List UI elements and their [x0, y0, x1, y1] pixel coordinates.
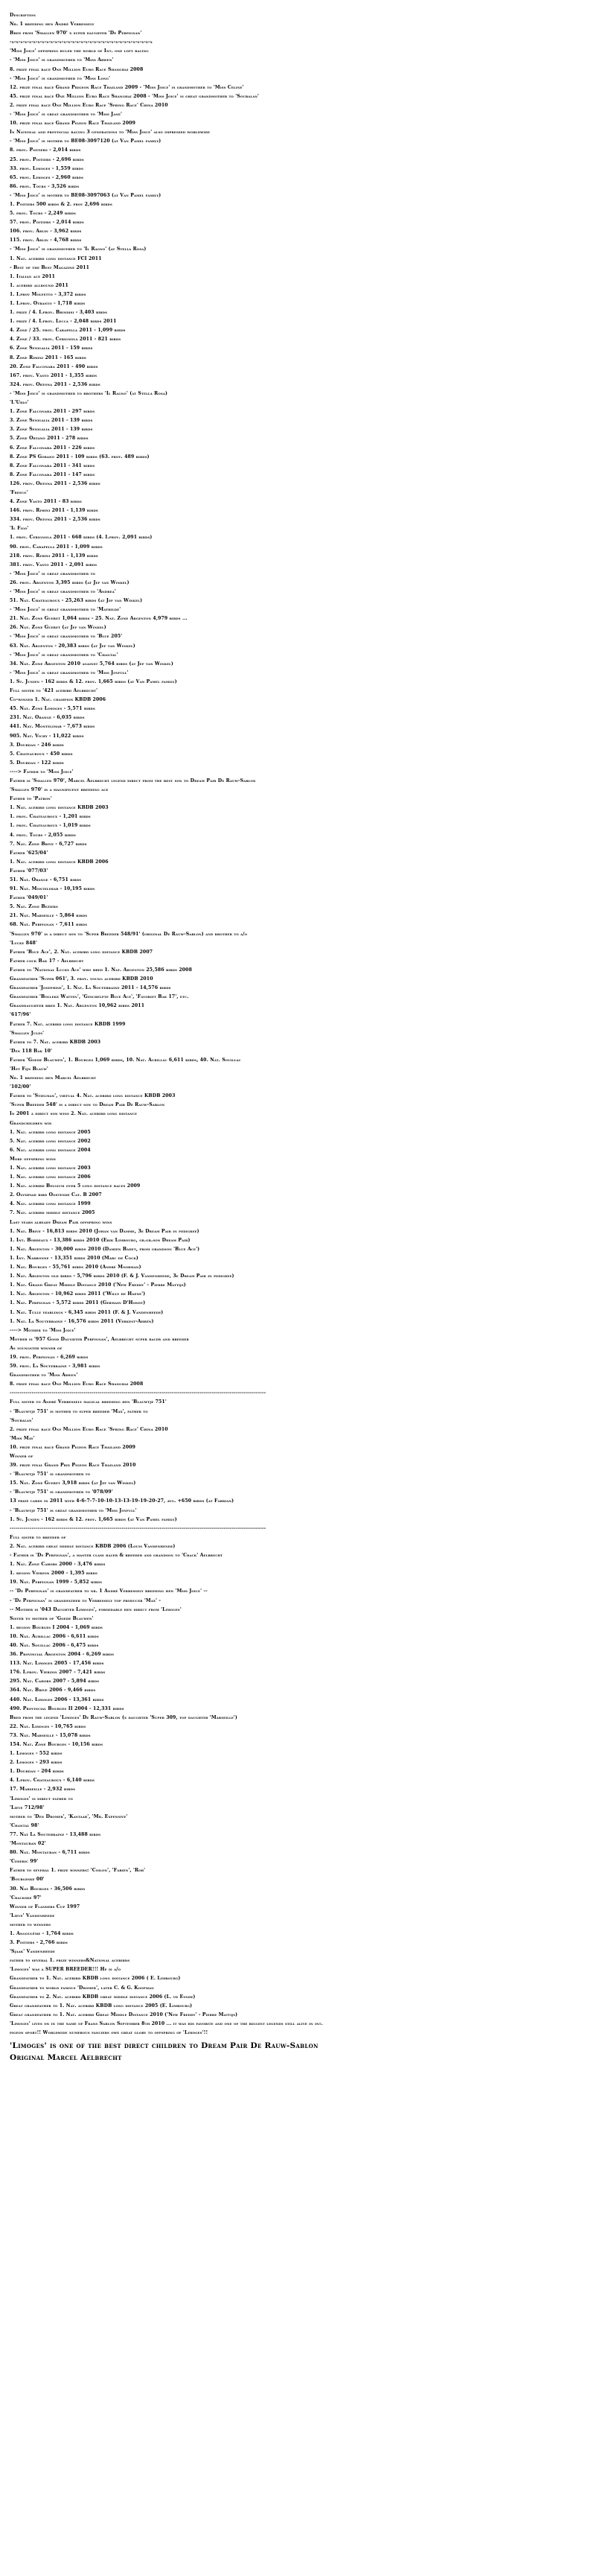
- description-line: Father 7. Nat. acebird long distance KBDB 1999: [10, 1020, 126, 1027]
- description-line: - 'Miss Joice' is great grandmother to 'Chantal': [10, 651, 118, 658]
- description-line: 5. Dourdan - 122 birds: [10, 759, 64, 766]
- description-line: 2. prize final race One Million Euro Race 'Spring Race' China 2010: [10, 1425, 168, 1432]
- description-line: Mother is '957 Good Daughter Perpignan', Aelbrecht super racer and breeder: [10, 1335, 189, 1342]
- description-line: Father '077/03': [10, 867, 48, 874]
- description-line: 1. Nat. Zone Cahors 2000 - 3,476 birds: [10, 1561, 106, 1568]
- description-line: 1. Nat. acebird long distance 2003: [10, 1165, 91, 1171]
- description-line: - 'Miss Joice' is great grandmother to: [10, 570, 95, 576]
- description-line: 63. Nat. Argenton - 20,383 birds (at Jef van Winkel): [10, 642, 135, 649]
- description-line: ----> Father to 'Miss Joice': [10, 768, 74, 775]
- description-line: 1. prize / 4. I.prov. Brindisi - 3,403 birds: [10, 309, 108, 316]
- description-line: 1. prize / 4. I.prov. Lecca - 2,048 birds 2011: [10, 318, 117, 325]
- description-line: 59. prov. La Souterraine - 3,981 birds: [10, 1363, 100, 1370]
- description-line: 36. Provincial Argenton 2004 - 6,269 birds: [10, 1651, 114, 1658]
- description-line: 1. region Bourges I 2004 - 1,069 birds: [10, 1623, 103, 1630]
- description-line: Nr. 1 breeding hen Marcel Aelbrecht: [10, 1075, 97, 1081]
- description-line: Father to 7. Nat. acebird KBDB 2003: [10, 1038, 101, 1045]
- description-line: Grandfather to 1. Nat. acebird KBDB long distance 2006 ( E. Limbourg): [10, 1975, 181, 1982]
- description-line: 10. prize final race Grand Pigeon Race Thailand 2009: [10, 1443, 136, 1450]
- description-line: --------------------------------------------------------------------------------------------------------------------------------: [10, 1524, 266, 1531]
- description-line: ----> Mother to 'Miss Joice': [10, 1326, 76, 1333]
- description-line: Bred from 'Smallen 970' x super daughter 'De Perpignan': [10, 30, 142, 36]
- description-line: 73. Nat. Marseille - 15,078 birds: [10, 1731, 91, 1738]
- description-line: 21. Nat. Zone Gueret 1,064 birds - 25. Nat. Zone Argenton 4,979 birds ...: [10, 615, 188, 622]
- description-line: 26. prov. Argenton 3,395 birds (at Jef van Winkel): [10, 579, 129, 585]
- description-line: 'Lucky 848': [10, 939, 37, 946]
- description-line: 440. Nat. Limoges 2006 - 13,361 birds: [10, 1696, 104, 1702]
- description-line: 'Miss Joice' offspring ruled the world of Int. one loft racing: [10, 48, 149, 54]
- description-line: 39. prize final Grand Prix Pigeon Race Thailand 2010: [10, 1462, 136, 1469]
- description-line: 1. Nat. Argenton old birds - 5,796 birds 2010 (F. & J. Vandenheede, 3e Dream Pair in pedigree): [10, 1273, 234, 1279]
- description-line: 34. Nat. Zone Argenton 2010 against 5,764 birds (at Jef van Winkel): [10, 660, 173, 667]
- description-line: 4. Zone Vasto 2011 - 83 birds: [10, 498, 82, 505]
- description-line: 1. Nat. La Souterraine - 16,576 birds 2011 (Verkest-Ahrén): [10, 1317, 154, 1324]
- description-line: 8. Zone Rimini 2011 - 165 birds: [10, 354, 86, 360]
- description-line: - 'Miss Joice' is grandmother to 'Il Ragno' (at Stella Rosa): [10, 246, 147, 252]
- description-line: 115. prov. Arlin - 4,768 birds: [10, 237, 82, 244]
- description-line: 'Limoges' was a SUPER BREEDER!!! He is a/o: [10, 1966, 121, 1973]
- description-line: - 'Miss Joice' is great grandmother to 'Blue 205': [10, 633, 123, 640]
- description-line: 'Lieve 712/98': [10, 1804, 45, 1810]
- description-line: 1. Italian ace 2011: [10, 273, 56, 279]
- description-line: 'Den 118 Bak 10': [10, 1047, 53, 1054]
- description-line: - 'Miss Joice' is mother to BE08-3097120 (at Van Pamel family): [10, 138, 161, 144]
- description-line: 4. prov. Tours - 2,055 birds: [10, 831, 76, 838]
- description-line: 'Smallen 970' is a magnificent breeding ace: [10, 786, 109, 793]
- description-line: 'Cederic 99': [10, 1858, 39, 1865]
- description-line: 324. prov. Ortona 2011 - 2,536 birds: [10, 381, 100, 387]
- description-line: - 'Miss Joice' is great grandmother to 'Miss Jane': [10, 111, 123, 118]
- description-line: 5. Zone Ortano 2011 - 278 birds: [10, 435, 89, 442]
- description-line: Last years already Dream Pair offspring wins: [10, 1218, 112, 1225]
- description-line: 4. Zone / 33. prov. Cerignola 2011 - 821 birds: [10, 336, 121, 343]
- description-line: 6. Nat. acebird long distance 2004: [10, 1146, 91, 1153]
- description-line: Father to several 1. prize winners: 'Coilon', 'Fabien', 'Rob': [10, 1867, 146, 1874]
- description-line: 3. Poitiers - 2,766 birds: [10, 1939, 68, 1946]
- description-line: 21. Nat. Marseille - 5,864 birds: [10, 912, 88, 919]
- description-line: 77. Nat La Souterraine - 13,488 birds: [10, 1831, 101, 1837]
- description-line: 'Limoges' lives on in the name of Frans Sablon September 8th 2010 ... it was his favorite and one of the biggest legends still alive in int.: [10, 2020, 323, 2026]
- description-line: - 'Miss Joice' is great grandmother to 'Miss Joyfull': [10, 669, 129, 675]
- description-line: 13 prize cards in 2011 with 4-6-7-7-10-10-13-13-19-19-20-27, avg. +650 birds (at Fabrian): [10, 1498, 234, 1504]
- description-line: 'Het Fijn Blauw': [10, 1065, 48, 1072]
- description-line: 1. Dourdan - 204 birds: [10, 1768, 64, 1775]
- description-line: 5. Nat. Zone Beziers: [10, 903, 58, 910]
- description-line: Nr. 1 breeding hen André Verbessely: [10, 21, 95, 28]
- description-line: 'Super Breeder 548' is a direct son to Dream Pair De Rauw-Sablon: [10, 1101, 165, 1108]
- description-line: Full sister to André Verbessely magical breeding hen 'Blauwtje 751': [10, 1399, 167, 1405]
- description-line: 1. Nat. Argenton - 30,000 birds 2010 (Damien Badet, from grandson 'Blue Ace'): [10, 1245, 200, 1252]
- description-line: - 'Blauwtje 751' is grandmother to: [10, 1471, 91, 1478]
- description-line: 'Limoges' is direct father to: [10, 1795, 73, 1801]
- description-line: 40. Nat. Souillac 2006 - 6,475 birds: [10, 1641, 99, 1648]
- description-line: As youngster winner of: [10, 1344, 63, 1351]
- description-line: Grandfather 'Josephine', 1. Nat. La Souterraine 2011 - 14,576 birds: [10, 985, 171, 991]
- description-line: 6. Zone Falconara 2011 - 226 birds: [10, 444, 95, 451]
- description-line: 1. Angoulême - 1,764 birds: [10, 1930, 74, 1936]
- description-line: Father to 'Stielman', virtual 4. Nat. acebird long distance KBDB 2003: [10, 1093, 176, 1099]
- description-line: 80. Nat. Montauban - 6,711 birds: [10, 1849, 90, 1856]
- description-line: 1. region Vierzon 2000 - 1,395 birds: [10, 1570, 97, 1577]
- description-line: 218. prov. Rimini 2011 - 1,139 birds: [10, 552, 98, 559]
- description-line: 57. prov. Poitiers - 2,014 birds: [10, 219, 84, 226]
- description-line: 1. acebird allround 2011: [10, 282, 68, 288]
- description-line: - Best of the Best Magazine 2011: [10, 264, 90, 270]
- description-line: 'Lieve' Vandenheede: [10, 1912, 55, 1918]
- description-line: - 'Miss Joice' is grandmother to 'Miss Arwen': [10, 57, 114, 63]
- description-line: 4. I.prov. Chateauroux - 6,140 birds: [10, 1777, 95, 1784]
- description-line: 4. Zone / 25. prov. Carapella 2011 - 1,099 birds: [10, 327, 126, 334]
- description-line: Bred from the legend 'Limoges' De Rauw-Sablon (x daughter 'Super 309, top daughter 'Marseille'): [10, 1714, 237, 1720]
- description-line: 51. Nat. Orange - 6,751 birds: [10, 877, 82, 882]
- description-line: 1. I.prov Molfetto - 3,372 birds: [10, 290, 86, 297]
- description-line: 1. Int. Narbonne - 13,351 birds 2010 (Marc de Cock): [10, 1254, 138, 1261]
- description-line: 1. prov. Chateauroux - 1,201 birds: [10, 813, 91, 820]
- description-line: 7. Nat. acebird middle distance 2005: [10, 1209, 95, 1216]
- description-line: 19. prov. Perpignan - 6,269 birds: [10, 1353, 89, 1360]
- description-line: Father 'Goede Blauwen', 1. Bourges 1,069 birds, 10. Nat. Aurillac 6,611 birds, 40. Nat. Souillac: [10, 1056, 241, 1063]
- description-line: 154. Nat. Zone Bourges - 10,156 birds: [10, 1741, 103, 1747]
- description-line: 86. prov. Tours - 3,526 birds: [10, 182, 80, 189]
- description-line: 1. Nat. acebird long distance KBDB 2006: [10, 858, 109, 865]
- description-line: 19. Nat. Perpignan 1999 - 5,852 birds: [10, 1579, 103, 1586]
- description-line: 90. prov. Carapella 2011 - 1,099 birds: [10, 543, 103, 550]
- description-line: 381. prov. Vasto 2011 - 2,091 birds: [10, 561, 97, 567]
- description-line: 22. Nat. Limoges - 10,765 birds: [10, 1723, 86, 1729]
- description-line: 'Montauban 02': [10, 1840, 46, 1847]
- description-line: 17. Marseille - 2,932 birds: [10, 1786, 75, 1793]
- description-line: - 'Blauwtje 751' is grandmother to '078/09': [10, 1489, 113, 1495]
- description-line: Granddaughter bred 1. Nat. Argenton 10,962 birds 2011: [10, 1002, 145, 1009]
- footer-headline: 'Limoges' is one of the best direct children to Dream Pair De Rauw-Sablon: [10, 2041, 319, 2051]
- description-line: 295. Nat. Cahors 2007 - 5,894 birds: [10, 1678, 100, 1685]
- description-line: Sister to mother of 'Goede Blauwen': [10, 1615, 94, 1621]
- description-line: 8. prov. Poitiers - 2,014 birds: [10, 147, 81, 153]
- description-line: Winner of Flanders Cup 1997: [10, 1903, 80, 1909]
- description-line: 490. Provincial Bourges II 2004 - 12,331 birds: [10, 1705, 124, 1711]
- description-line: pigeon sport!! Worldwide numerous fanciers owe great glory to offspring of 'Limoges'!!: [10, 2029, 208, 2035]
- description-heading: Description: [10, 12, 36, 18]
- description-line: 'Miss May': [10, 1434, 35, 1441]
- description-line: 'Fresco': [10, 489, 28, 495]
- description-line: 1. Nat. acebird long distance FCI 2011: [10, 255, 102, 261]
- description-line: 1. Nat. Perpignan - 5,572 birds 2011 (Germain D'Hondt): [10, 1300, 146, 1306]
- description-line: 1. I.prov. Otranto - 1,718 birds: [10, 300, 86, 306]
- description-line: Grandfather 'Bolleke Watten', 'Geschelpte Blue Ace', 'Favoriet Bak 17', etc.: [10, 993, 189, 1000]
- description-line: father to several 1. prize winners&National acebirds: [10, 1957, 130, 1964]
- description-lines: [10, 10, 604, 2037]
- description-line: - 'Miss Joice' is grandmother to brothers 'Il Ragno' (at Stella Rosa): [10, 389, 167, 396]
- description-line: More offspring wins: [10, 1155, 56, 1162]
- description-line: 1. Nat. Bourges - 55,761 birds 2010 (André Moorman): [10, 1264, 141, 1270]
- description-line: 1. Nat. acebird long distance 2006: [10, 1174, 91, 1180]
- description-line: 51. Nat. Chateauroux - 25,263 birds (at Jef van Winkel): [10, 597, 143, 604]
- description-line: 176. I.prov. Vierzon 2007 - 7,421 birds: [10, 1669, 106, 1676]
- description-line: Father '625/04': [10, 849, 48, 856]
- description-line: - 'Miss Joice' is great grandmother to 'Mathilde': [10, 606, 121, 613]
- description-line: Great grandfather to 1. Nat. acebird KBDB long distance 2005 (E. Limbourg): [10, 2002, 193, 2009]
- description-line: 15. Nat. Zone Gueret 3,918 birds (at Jef van Winkel): [10, 1480, 136, 1486]
- description-line: Great grandfather to 1. Nat. acebird Great Middle Distance 2010 ('New Freddy' - Pierre Mattijs): [10, 2011, 238, 2017]
- description-line: 905. Nat. Vichy - 11,022 birds: [10, 732, 84, 739]
- description-line: 1. Nat. acebird long distance 2005: [10, 1128, 91, 1135]
- description-line: - 'Miss Joice' is grandmother to 'Miss Long': [10, 74, 111, 81]
- description-line: Father '049/01': [10, 894, 48, 901]
- description-line: mother to winners: [10, 1921, 51, 1927]
- description-line: 1. St. Junien - 162 birds & 12. prov. 1,665 birds (at Van Pamel family): [10, 1516, 177, 1522]
- description-line: 7. Nat. Zone Brive - 6,727 birds: [10, 840, 87, 847]
- description-line: Father to 'Patron': [10, 795, 52, 802]
- description-line: 'Smallen Jules': [10, 1029, 45, 1036]
- description-line: 1. prov. Chateauroux - 1,019 birds: [10, 822, 91, 829]
- description-line: - Father is 'De Perpignan', a master class racer & breeder and grandson to 'Crack' Aelbrecht: [10, 1552, 223, 1559]
- description-line: 1. Nat. acebird Belgium over 5 long distance races 2009: [10, 1183, 141, 1189]
- description-line: Co-winner 1. Nat. champion KBDB 2006: [10, 696, 106, 703]
- description-line: - 'Miss Joice' is great grandmother to 'Andrea': [10, 588, 116, 594]
- description-line: -- 'De Perpignan' is grandfather to nr. 1 André Verbessely breeding hen 'Miss Joice' --: [10, 1588, 208, 1594]
- description-line: 91. Nat. Montelimar - 10,195 birds: [10, 885, 95, 892]
- description-line: 8. prize final race One Million Euro Race Shanghai 2008: [10, 66, 144, 72]
- description-line: Grandmother to 'Miss Arwen': [10, 1372, 78, 1378]
- description-line: 65. prov. Limoges - 2,960 birds: [10, 174, 84, 180]
- description-line: - 'Blauwtje 751' is great grandmother to 'Miss Joyfull': [10, 1507, 137, 1513]
- description-line: Grandchildren win: [10, 1119, 52, 1126]
- description-line: 8. Zone Falconara 2011 - 147 birds: [10, 471, 95, 477]
- description-line: 126. prov. Ortona 2011 - 2,536 birds: [10, 480, 100, 486]
- description-line: Father 'Blue Ace', 2. Nat. acebird long distance KBDB 2007: [10, 948, 153, 955]
- description-line: - 'Blauwtje 751' is mother to super breeder 'Max', father to: [10, 1408, 148, 1414]
- description-line: 167. prov. Vasto 2011 - 1,355 birds: [10, 372, 97, 378]
- description-line: -x-x-x-x-x-x-x-x-x-x-x-x-x-x-x-x-x-x-x-x-x-x-x-x-x-x-x-x-x-x-x-x-x: [10, 39, 153, 45]
- description-line: 8. Zone Falconara 2011 - 341 birds: [10, 462, 95, 468]
- description-line: 'L'Urlo': [10, 399, 29, 406]
- description-line: 1. prov. Cerignola 2011 - 668 birds (4. I.prov. 2,091 birds): [10, 534, 153, 541]
- description-line: 1. Nat. Argenton - 10,962 birds 2011 ('Willy de Haene'): [10, 1291, 146, 1297]
- description-line: 10. Nat. Aurillac 2006 - 6,611 birds: [10, 1632, 99, 1639]
- description-line: -- Mother is '043 Daughter Limoges', formidable hen direct from 'Limoges': [10, 1606, 182, 1612]
- description-line: In National and provincial racing 3 generations to 'Miss Joice' also impressed worldwide: [10, 129, 211, 136]
- description-line: Winner of: [10, 1453, 33, 1459]
- description-line: 146. prov. Rimini 2011 - 1,139 birds: [10, 507, 98, 514]
- description-line: 'Sjaak' Vandenheede: [10, 1948, 55, 1955]
- description-line: Father to 'National Lucky Ace' who bred 1. Nat. Argenton 25,586 birds 2008: [10, 966, 193, 973]
- description-line: 1. Nat. Tulle yearlings - 6,345 birds 2011 (F. & J. Vandenheede): [10, 1308, 164, 1315]
- description-line: 1. St. Junien - 162 birds & 12. prov. 1,665 birds (at Van Pamel family): [10, 678, 177, 684]
- description-line: 3. Dourdan - 246 birds: [10, 741, 64, 748]
- description-line: 2. Limoges - 293 birds: [10, 1759, 63, 1766]
- description-line: 1. Limoges - 552 birds: [10, 1750, 63, 1757]
- description-line: 8. Zone PS Gorano 2011 - 109 birds (63. prov. 489 birds): [10, 453, 150, 459]
- description-line: 334. prov. Ortona 2011 - 2,536 birds: [10, 516, 100, 523]
- description-line: 113. Nat. Limoges 2005 - 17,456 birds: [10, 1660, 104, 1667]
- description-line: Grandfather to world famous 'Dromer', later C. & G. Koopman: [10, 1984, 154, 1991]
- description-line: 3. Zone Senigalia 2011 - 139 birds: [10, 417, 93, 424]
- description-line: 10. prize final race Grand Pigeon Race Thailand 2009: [10, 120, 136, 127]
- description-line: 26. Nat. Zone Gueret (at Jef van Winkel): [10, 624, 106, 631]
- description-line: 1. Nat. Grand Great Middle Distance 2010 ('New Freddy' - Pierre Mattijs): [10, 1282, 186, 1288]
- description-line: Full sister to breeder of: [10, 1533, 66, 1540]
- description-line: 25. prov. Poitiers - 2,696 birds: [10, 156, 84, 162]
- description-line: 2. Olympiad bird Oostende Cat. B 2007: [10, 1192, 102, 1198]
- description-line: 5. Nat. acebird long distance 2002: [10, 1137, 91, 1144]
- description-line: 5. Chateauroux - 450 birds: [10, 750, 73, 757]
- description-line: 441. Nat. Montelimar - 7,673 birds: [10, 723, 95, 730]
- description-line: 106. prov. Arlin - 3,962 birds: [10, 228, 82, 235]
- description-line: 1. Poitiers 500 birds & 2. prov 2,696 birds: [10, 200, 112, 207]
- description-line: 1. Nat. Brive - 16,813 birds 2010 (Johan van Damme, 3e Dream Pair in pedigree): [10, 1227, 199, 1234]
- description-line: 33. prov. Limoges - 1,559 birds: [10, 165, 84, 171]
- description-line: 'Il Figo': [10, 525, 29, 532]
- description-line: Father is 'Smallen 970', Marcel Aelbrecht legend direct from the best son to Dream Pair De Rauw-Sablon: [10, 777, 256, 783]
- description-line: 'Crackske 97': [10, 1894, 42, 1901]
- footer-signature: Original Marcel Aelbrecht: [10, 2053, 122, 2063]
- description-line: mother to 'Den Dromer', 'Kastaar', 'Mr. Expensive': [10, 1813, 128, 1819]
- description-line: 'Soubalan': [10, 1416, 33, 1423]
- description-line: 4. Nat. acebird long distance 1999: [10, 1200, 91, 1207]
- description-line: 'Smallen 970' is a direct son to 'Super Breeder 548/91' (original De Rauw-Sablon) and brother to a/o: [10, 930, 248, 937]
- description-line: 30. Nat Bourges - 36,506 birds: [10, 1885, 86, 1892]
- description-line: Full sister to '421 acebird Aelbrecht': [10, 687, 98, 694]
- description-line: 1. Nat. acebird long distance KBDB 2003: [10, 804, 109, 811]
- description-line: 20. Zone Falconara 2011 - 490 birds: [10, 363, 98, 369]
- description-line: '102/00': [10, 1084, 31, 1090]
- description-line: 45. prize final race One Million Euro Race Shanghai 2008 - 'Miss Joice' is great grandmother to 'Soubalan': [10, 92, 260, 99]
- description-line: 6. Zone Senigalia 2011 - 159 birds: [10, 345, 93, 352]
- description-line: '617/96': [10, 1011, 31, 1018]
- description-line: --------------------------------------------------------------------------------------------------------------------------------: [10, 1390, 266, 1396]
- description-line: - 'Miss Joice' is mother to BE08-3097063 (at Van Pamel family): [10, 191, 161, 198]
- description-line: 3. Zone Senigalia 2011 - 139 birds: [10, 426, 93, 433]
- description-line: - 'De Perpignan' is grandfather to Verbessely top producer 'Max' -: [10, 1597, 161, 1603]
- description-line: Grandfather to 2. Nat. acebird KBDB great middle distance 2006 (L. vd Eynde): [10, 1993, 196, 2000]
- description-line: Grandfather 'Super 061', 3. prov. young acebird KBDB 2010: [10, 976, 153, 982]
- description-line: 2. prize final race One Million Euro Race 'Spring Race' China 2010: [10, 101, 168, 108]
- description-line: 2. Nat. acebird great middle distance KBDB 2006 (Louis Vandenhende): [10, 1542, 176, 1549]
- description-line: 'Bourgeske 00': [10, 1876, 45, 1883]
- description-line: 'Chantal 98': [10, 1822, 39, 1828]
- description-line: 12. prize final race Grand Prigeon Race Thailand 2009 - 'Miss Joice' is grandmother to 'Miss Celine': [10, 83, 244, 90]
- description-line: 1. Zone Falconara 2011 - 297 birds: [10, 408, 95, 415]
- description-line: 68. Nat. Perpignan - 7,611 birds: [10, 921, 88, 928]
- description-line: 8. prize final race One Million Euro Race Shanghai 2008: [10, 1381, 144, 1387]
- description-line: Father cock Bak 17 - Aelbrecht: [10, 957, 84, 964]
- description-line: 231. Nat. Orange - 6,035 birds: [10, 714, 85, 721]
- description-line: 5. prov. Tours - 2,249 birds: [10, 210, 76, 217]
- description-line: 1. Int. Bordeaux - 13,386 birds 2010 (Erik Limbourg, gr.gr.son Dream Pair): [10, 1236, 191, 1243]
- description-line: 45. Nat. Zone Limoges - 5,571 birds: [10, 705, 95, 712]
- description-line: In 2001 a direct son wins 2. Nat. acebird long distance: [10, 1110, 138, 1117]
- description-line: 364. Nat. Brive 2006 - 9,466 birds: [10, 1687, 96, 1694]
